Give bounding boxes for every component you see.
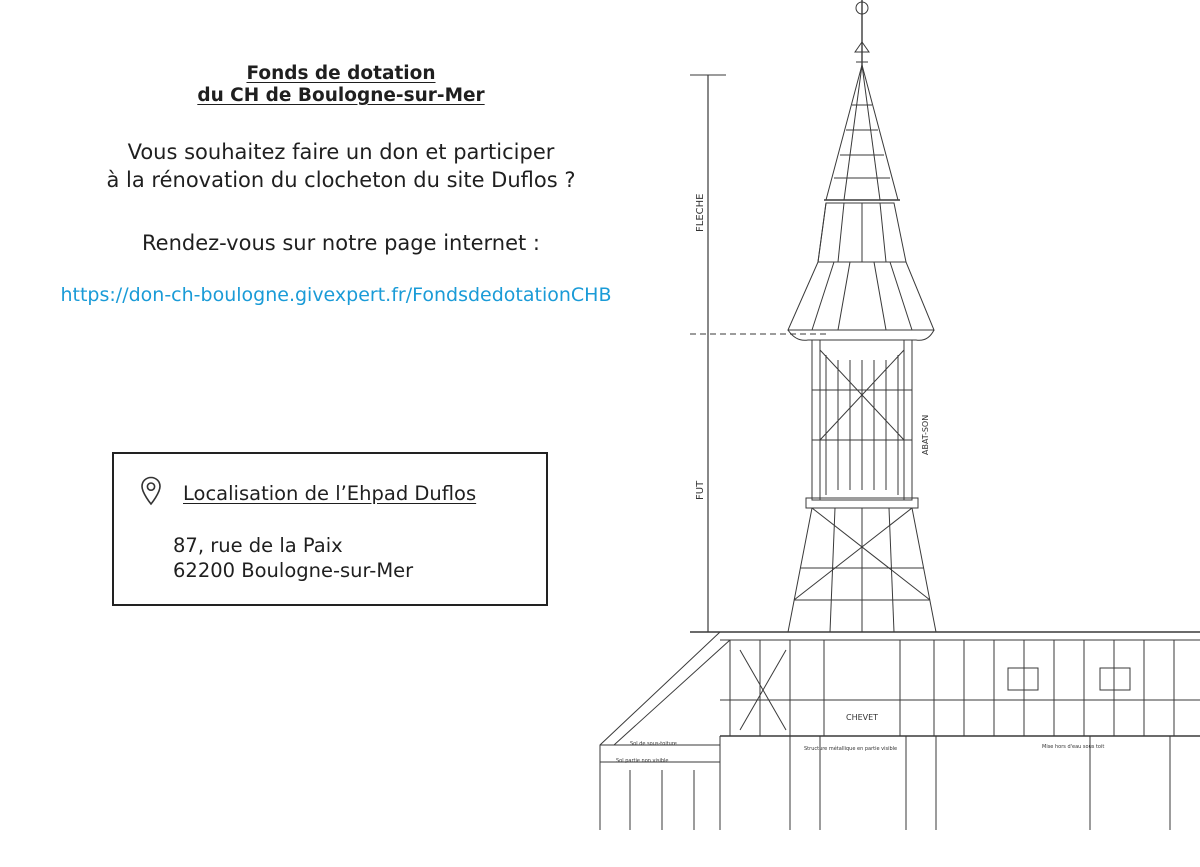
heading-line-2: du CH de Boulogne-sur-Mer xyxy=(197,85,485,106)
label-note-left-1: Sol de sous-toiture xyxy=(630,741,677,747)
intro-line-1: Vous souhaitez faire un don et participer xyxy=(127,140,555,164)
location-box xyxy=(112,452,548,606)
address-city: 62200 Boulogne-sur-Mer xyxy=(173,559,414,582)
label-chevet: CHEVET xyxy=(846,713,879,722)
location-address xyxy=(173,533,413,583)
location-title: Localisation de l’Ehpad Duflos xyxy=(183,482,477,505)
label-abat-son: ABAT-SON xyxy=(921,414,930,455)
map-pin-icon xyxy=(140,476,162,506)
label-note-center: Structure métallique en partie visible xyxy=(804,746,898,752)
cta-text: Rendez-vous sur notre page internet : xyxy=(142,231,540,255)
heading-line-1: Fonds de dotation xyxy=(246,63,436,84)
donation-link[interactable]: https://don-ch-boulogne.givexpert.fr/FondsdedotationCHB xyxy=(60,284,612,306)
label-note-left-2: Sol partie non visible xyxy=(616,758,669,764)
bell-tower-drawing xyxy=(590,0,1200,867)
intro-text xyxy=(0,138,682,194)
intro-line-2: à la rénovation du clocheton du site Duflos ? xyxy=(106,168,576,192)
address-street: 87, rue de la Paix xyxy=(173,534,343,557)
label-fut: FUT xyxy=(695,480,706,500)
label-note-right: Mise hors d'eau sous toit xyxy=(1042,744,1105,750)
label-fleche: FLECHE xyxy=(695,193,706,232)
fund-heading xyxy=(0,63,682,107)
